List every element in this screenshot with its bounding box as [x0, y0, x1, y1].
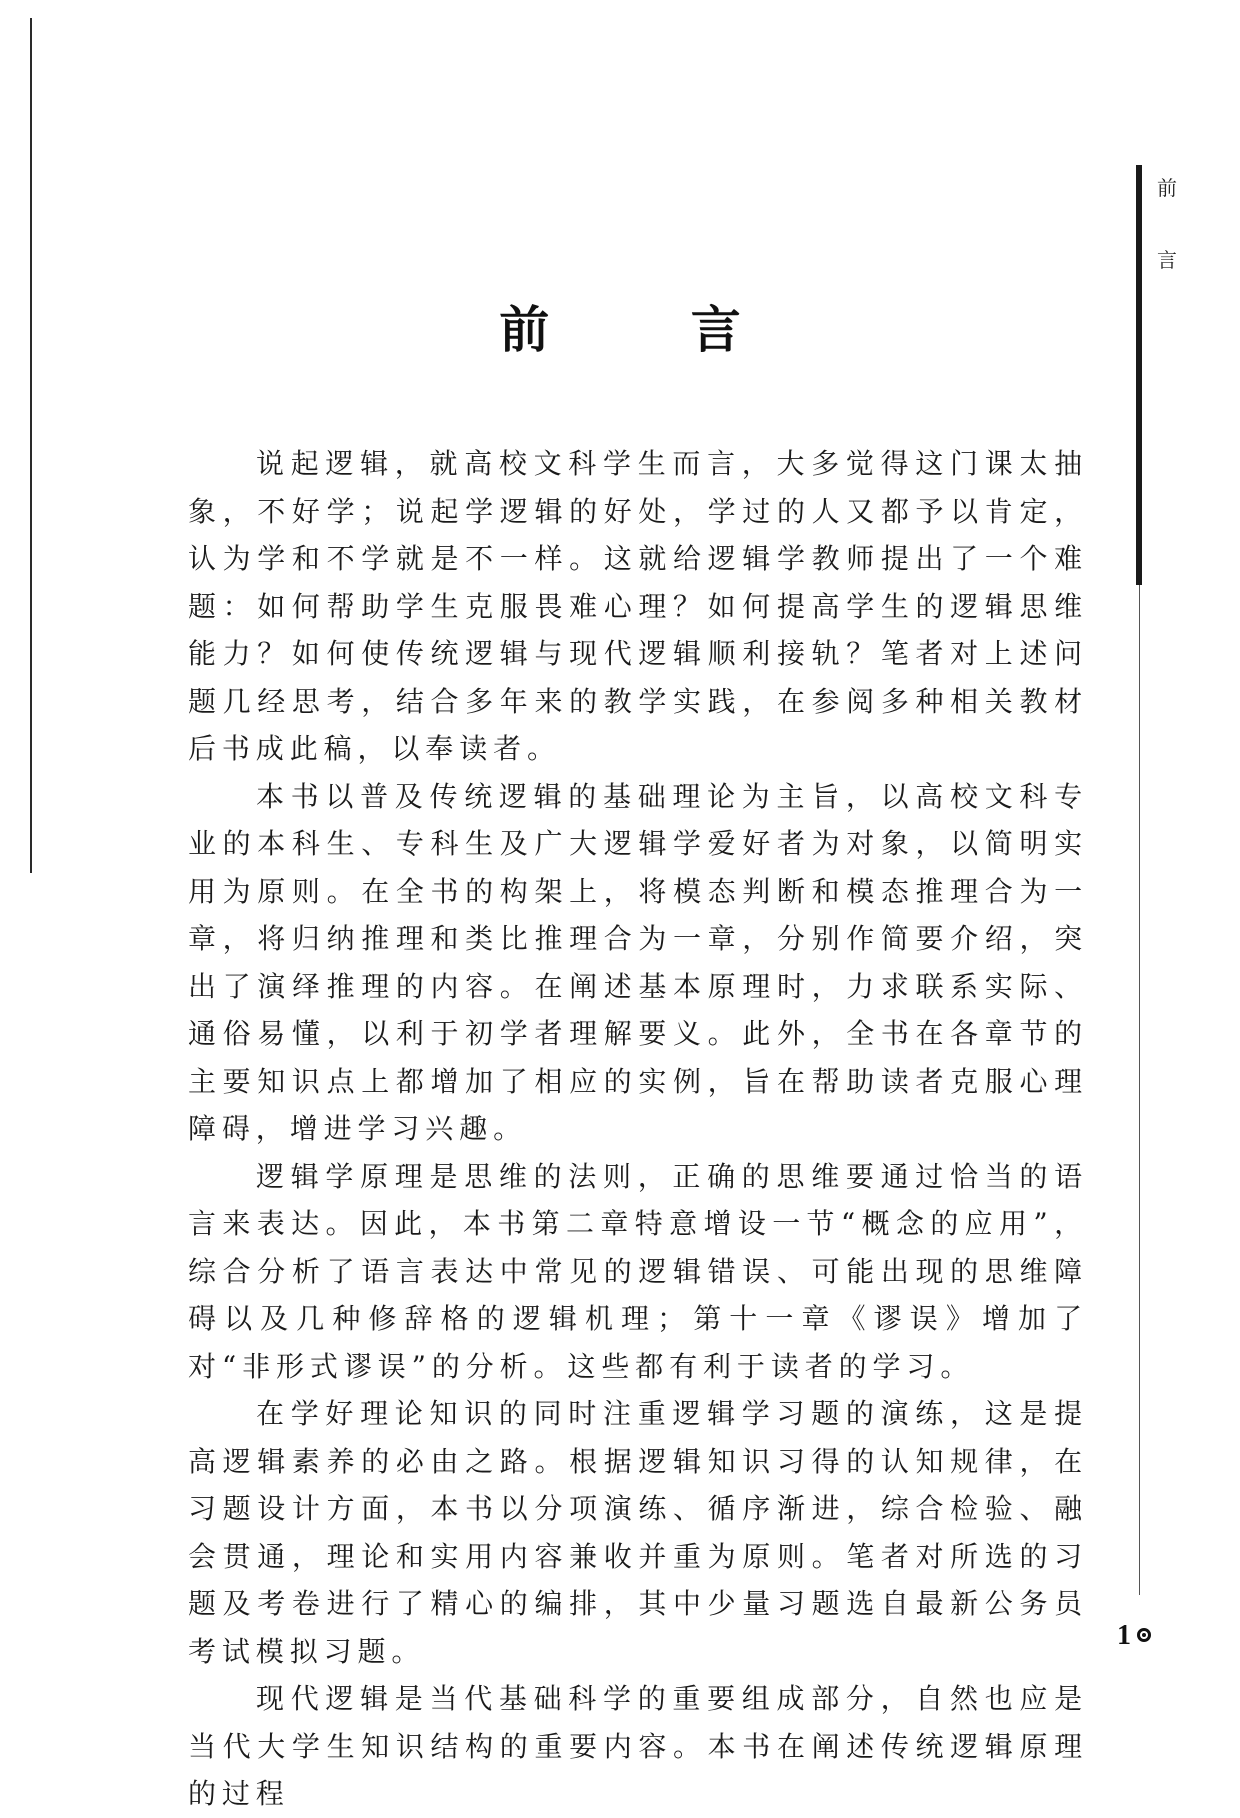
paragraph-4: 在学好理论知识的同时注重逻辑学习题的演练，这是提高逻辑素养的必由之路。根据逻辑知识习得的认知规律，在习题设计方面，本书以分项演练、循序渐进，综合检验、融会贯通，理论和实用内容兼收并重为原则。笔者对所选的习题及考卷进行了精心的编排，其中少量习题选自最新公务员考试模拟习题。 — [188, 1397, 1088, 1668]
paragraph-1: 说起逻辑，就高校文科学生而言，大多觉得这门课太抽象，不好学；说起学逻辑的好处，学过的人又都予以肯定，认为学和不学就是不一样。这就给逻辑学教师提出了一个难题：如何帮助学生克服畏难心理？如何提高学生的逻辑思维能力？如何使传统逻辑与现代逻辑顺利接轨？笔者对上述问题几经思考，结合多年来的教学实践，在参阅多种相关教材后书成此稿，以奉读者。 — [188, 447, 1088, 765]
side-tab-line — [1139, 585, 1140, 1595]
paragraph-5: 现代逻辑是当代基础科学的重要组成部分，自然也应是当代大学生知识结构的重要内容。本书在阐述传统逻辑原理的过程 — [188, 1682, 1088, 1810]
page-title: 前 言 — [499, 300, 803, 359]
side-tab-bar — [1136, 165, 1142, 585]
page-number: 1 — [1117, 1620, 1131, 1651]
running-header-char-2: 言 — [1157, 248, 1177, 272]
paragraph-3: 逻辑学原理是思维的法则，正确的思维要通过恰当的语言来表达。因此，本书第二章特意增设一节“概念的应用”，综合分析了语言表达中常见的逻辑错误、可能出现的思维障碍以及几种修辞格的逻辑机理；第十一章《谬误》增加了对“非形式谬误”的分析。这些都有利于读者的学习。 — [188, 1159, 1088, 1383]
body-text — [188, 440, 1088, 1818]
paragraph-2: 本书以普及传统逻辑的基础理论为主旨，以高校文科专业的本科生、专科生及广大逻辑学爱好者为对象，以简明实用为原则。在全书的构架上，将模态判断和模态推理合为一章，将归纳推理和类比推理合为一章，分别作简要介绍，突出了演绎推理的内容。在阐述基本原理时，力求联系实际、通俗易懂，以利于初学者理解要义。此外，全书在各章节的主要知识点上都增加了相应的实例，旨在帮助读者克服心理障碍，增进学习兴趣。 — [188, 779, 1088, 1145]
running-header-char-1: 前 — [1157, 176, 1177, 200]
page-bullet-icon — [1137, 1628, 1151, 1642]
left-margin-rule — [30, 18, 32, 873]
